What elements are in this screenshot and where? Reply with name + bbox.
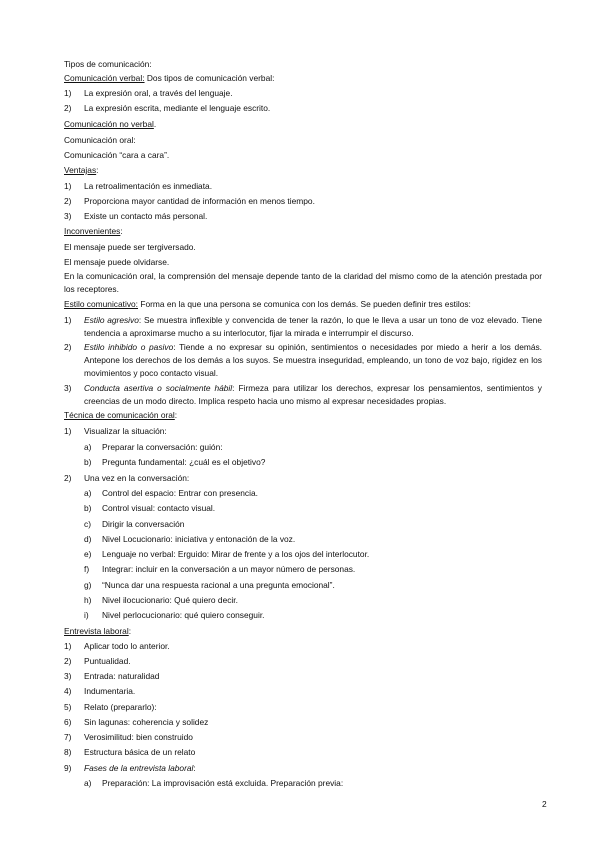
inconvenientes-text: El mensaje puede ser tergiversado. [64,242,196,252]
estilo-name: Estilo inhibido o pasivo [84,342,174,352]
estilo-name: Conducta asertiva o socialmente hábil [84,383,233,393]
document-page: Tipos de comunicación: Comunicación verbal: Dos tipos de comunicación verbal: 1) La expresión oral, a través del lenguaje. 2) La expresión escrita, mediante el lenguaje escrito. Comunicación no verbal. Comunicación oral: Comunicación “cara a cara”. Ventajas: 1) La retroalimentación es inmediata. 2) Proporciona mayor cantidad de información en menos tiempo. 3) Existe un contacto más personal. Inconvenientes: El mensaje puede ser tergiversado. El mensaje puede olvidarse. En la comunicación oral, la comprensión del mensaje depende tanto de la claridad del mismo como de la atención prestada por los receptores. Estilo comunicativo: Forma en la que una persona se comunica con los demás. Se pueden definir tres estilos: 1) Estilo agresivo: Se muestra inflexible y convencida de tener la razón, lo que le lleva a usar un tono de voz elevado. Tiene tendencia a aproximarse mucho a su interlocutor, fijar la mirada e interrumpir el discurso. 2) Estilo inhibido o pasivo: Tiende a no expresar su opinión, sentimientos o necesidades por miedo a herir a los demás. Antepone los derechos de los demás a los suyos. Se muestra inseguridad, empleando, un tono de voz bajo, rigidez en los movimientos y poco contacto visual. 3) Conducta asertiva o socialmente hábil: Firmeza para utilizar los derechos, expresar los pensamientos, sentimientos y creencias de un modo directo. Implica respeto hacia uno mismo al expresar necesidades propias. Técnica de comunicación oral: 1) Visualizar la situación: a) Preparar la conversación: guión: b) Pregunta fundamental: ¿cuál es el objetivo? 2) Una vez en la conversación: a) Control del espacio: Entrar con presencia. b) Control visual: contacto visual. c) Dirigir la conversación d) Nivel Locucionario: iniciativa y entonación de la voz. e) Lenguaje no verbal: Erguido: Mirar de frente y a los ojos del interlocutor. f) Integrar: incluir en la conversación a un mayor número de personas. g) “Nunca dar una respuesta racional a una pregunta emocional”. h) Nivel ilocucionario: Qué quiero decir. i) Nivel perlocucionario: qué quiero conseguir. Entrevista laboral: 1) Aplicar todo lo anterior. 2) Puntualidad. 3) Entrada: naturalidad 4) Indumentaria. 5) Relato (prepararlo): 6) Sin lagunas: coherencia y solidez 7) Verosimilitud: bien construido 8) Estructura básica de un relato 9) Fases de la entrevista laboral: a) Preparación: La improvisación está excluida. Preparación previa: 2 [64,59,547,809]
estilo-line [64,300,471,308]
ventajas-title: Ventajas [64,165,97,175]
noverbal-line: Comunicación no verbal. [64,119,157,129]
estilo-name: Estilo agresivo [84,315,139,325]
tecnica-title: Técnica de comunicación oral [64,410,175,420]
noverbal-title: Comunicación no verbal [64,119,154,129]
comprension-paragraph: En la comunicación oral, la comprensión del mensaje depende tanto de la claridad del mismo como de la atención prestada por los receptores. [64,271,542,294]
verbal-intro: Dos tipos de comunicación verbal: [144,73,275,83]
entrevista-line: Entrevista laboral: [64,626,132,636]
section-heading: Tipos de comunicación: [64,59,152,69]
inconvenientes-line: Inconvenientes: [64,226,123,236]
estilo-intro: Forma en la que una persona se comunica con los demás. Se pueden definir tres estilos: [138,299,471,309]
ventajas-line: Ventajas: [64,165,99,175]
verbal-title: Comunicación verbal: [64,73,145,83]
fases-title: Fases de la entrevista laboral [84,763,194,773]
tecnica-line: Técnica de comunicación oral: [64,410,178,420]
page-number: 2 [542,799,547,809]
inconvenientes-title: Inconvenientes [64,226,121,236]
cara-line: Comunicación “cara a cara”. [64,150,170,160]
estilo-title: Estilo comunicativo: [64,299,139,309]
inconvenientes-text: El mensaje puede olvidarse. [64,257,170,267]
oral-line: Comunicación oral: [64,135,136,145]
entrevista-title: Entrevista laboral [64,626,129,636]
verbal-line [64,74,274,82]
